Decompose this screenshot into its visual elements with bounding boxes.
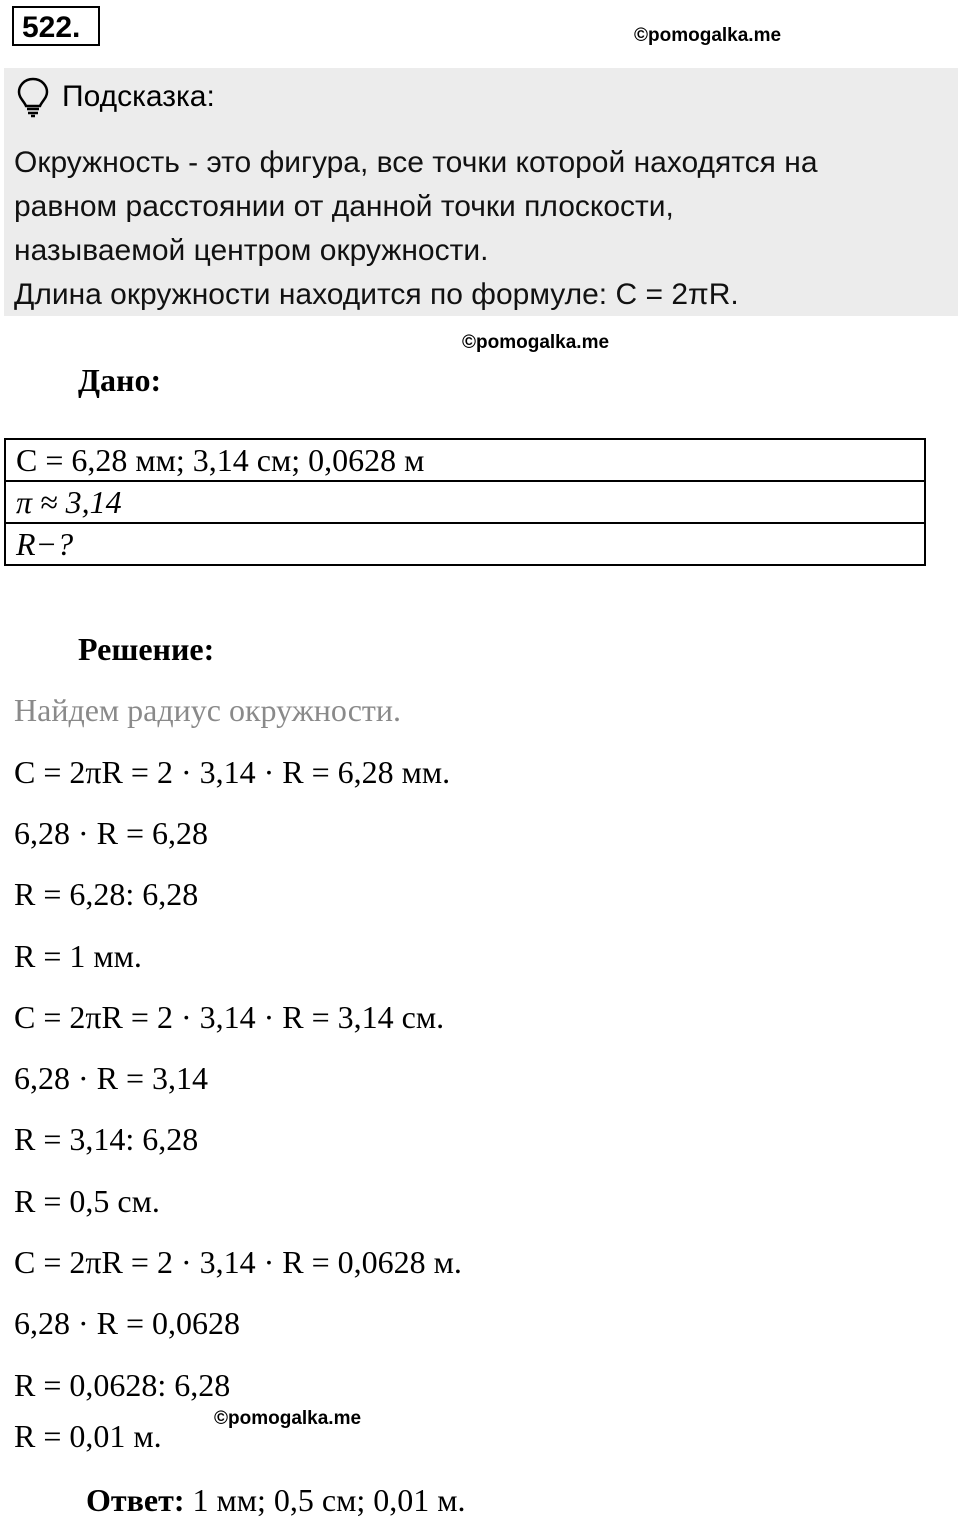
solution-step: R = 6,28: 6,28 <box>14 876 199 912</box>
solution-step: R = 1 мм. <box>14 938 142 974</box>
watermark-top: ©pomogalka.me <box>634 25 782 46</box>
given-unknown: R−? <box>5 523 925 565</box>
solution-step: R = 3,14: 6,28 <box>14 1121 199 1157</box>
answer <box>86 1478 465 1522</box>
hint-title: Подсказка: <box>62 80 215 113</box>
given-row <box>5 481 925 523</box>
solution-intro: Найдем радиус окружности. <box>14 692 402 728</box>
hint-line-2: равном расстоянии от данной точки плоскости, <box>14 190 674 223</box>
solution-step: 6,28 · R = 0,0628 <box>14 1305 241 1341</box>
solution-step: 6,28 · R = 3,14 <box>14 1060 209 1096</box>
solution-step: С = 2πR = 2 · 3,14 · R = 0,0628 м. <box>14 1244 462 1280</box>
watermark-bottom: ©pomogalka.me <box>214 1408 362 1429</box>
given-row <box>5 439 925 481</box>
lightbulb-icon <box>16 76 50 118</box>
answer-value: 1 мм; 0,5 см; 0,01 м. <box>184 1482 466 1518</box>
solution-step: 6,28 · R = 6,28 <box>14 815 209 851</box>
solution-heading: Решение: <box>78 631 215 667</box>
given-row <box>5 523 925 565</box>
watermark-middle: ©pomogalka.me <box>462 332 610 353</box>
solution-step: R = 0,5 см. <box>14 1183 160 1219</box>
solution-step: R = 0,01 м. <box>14 1418 162 1454</box>
given-circumference: С = 6,28 мм; 3,14 см; 0,0628 м <box>5 439 925 481</box>
given-pi: π ≈ 3,14 <box>5 481 925 523</box>
hint-line-4: Длина окружности находится по формуле: С = 2πR. <box>14 278 739 311</box>
solution-step: С = 2πR = 2 · 3,14 · R = 3,14 см. <box>14 999 445 1035</box>
given-heading: Дано: <box>78 362 162 398</box>
answer-label: Ответ: <box>86 1482 185 1518</box>
solution-step: R = 0,0628: 6,28 <box>14 1367 231 1403</box>
hint-line-1: Окружность - это фигура, все точки которой находятся на <box>14 146 818 179</box>
hint-line-3: называемой центром окружности. <box>14 234 489 267</box>
problem-number: 522. <box>12 6 100 46</box>
solution-step: С = 2πR = 2 · 3,14 · R = 6,28 мм. <box>14 754 451 790</box>
given-table <box>4 438 926 566</box>
